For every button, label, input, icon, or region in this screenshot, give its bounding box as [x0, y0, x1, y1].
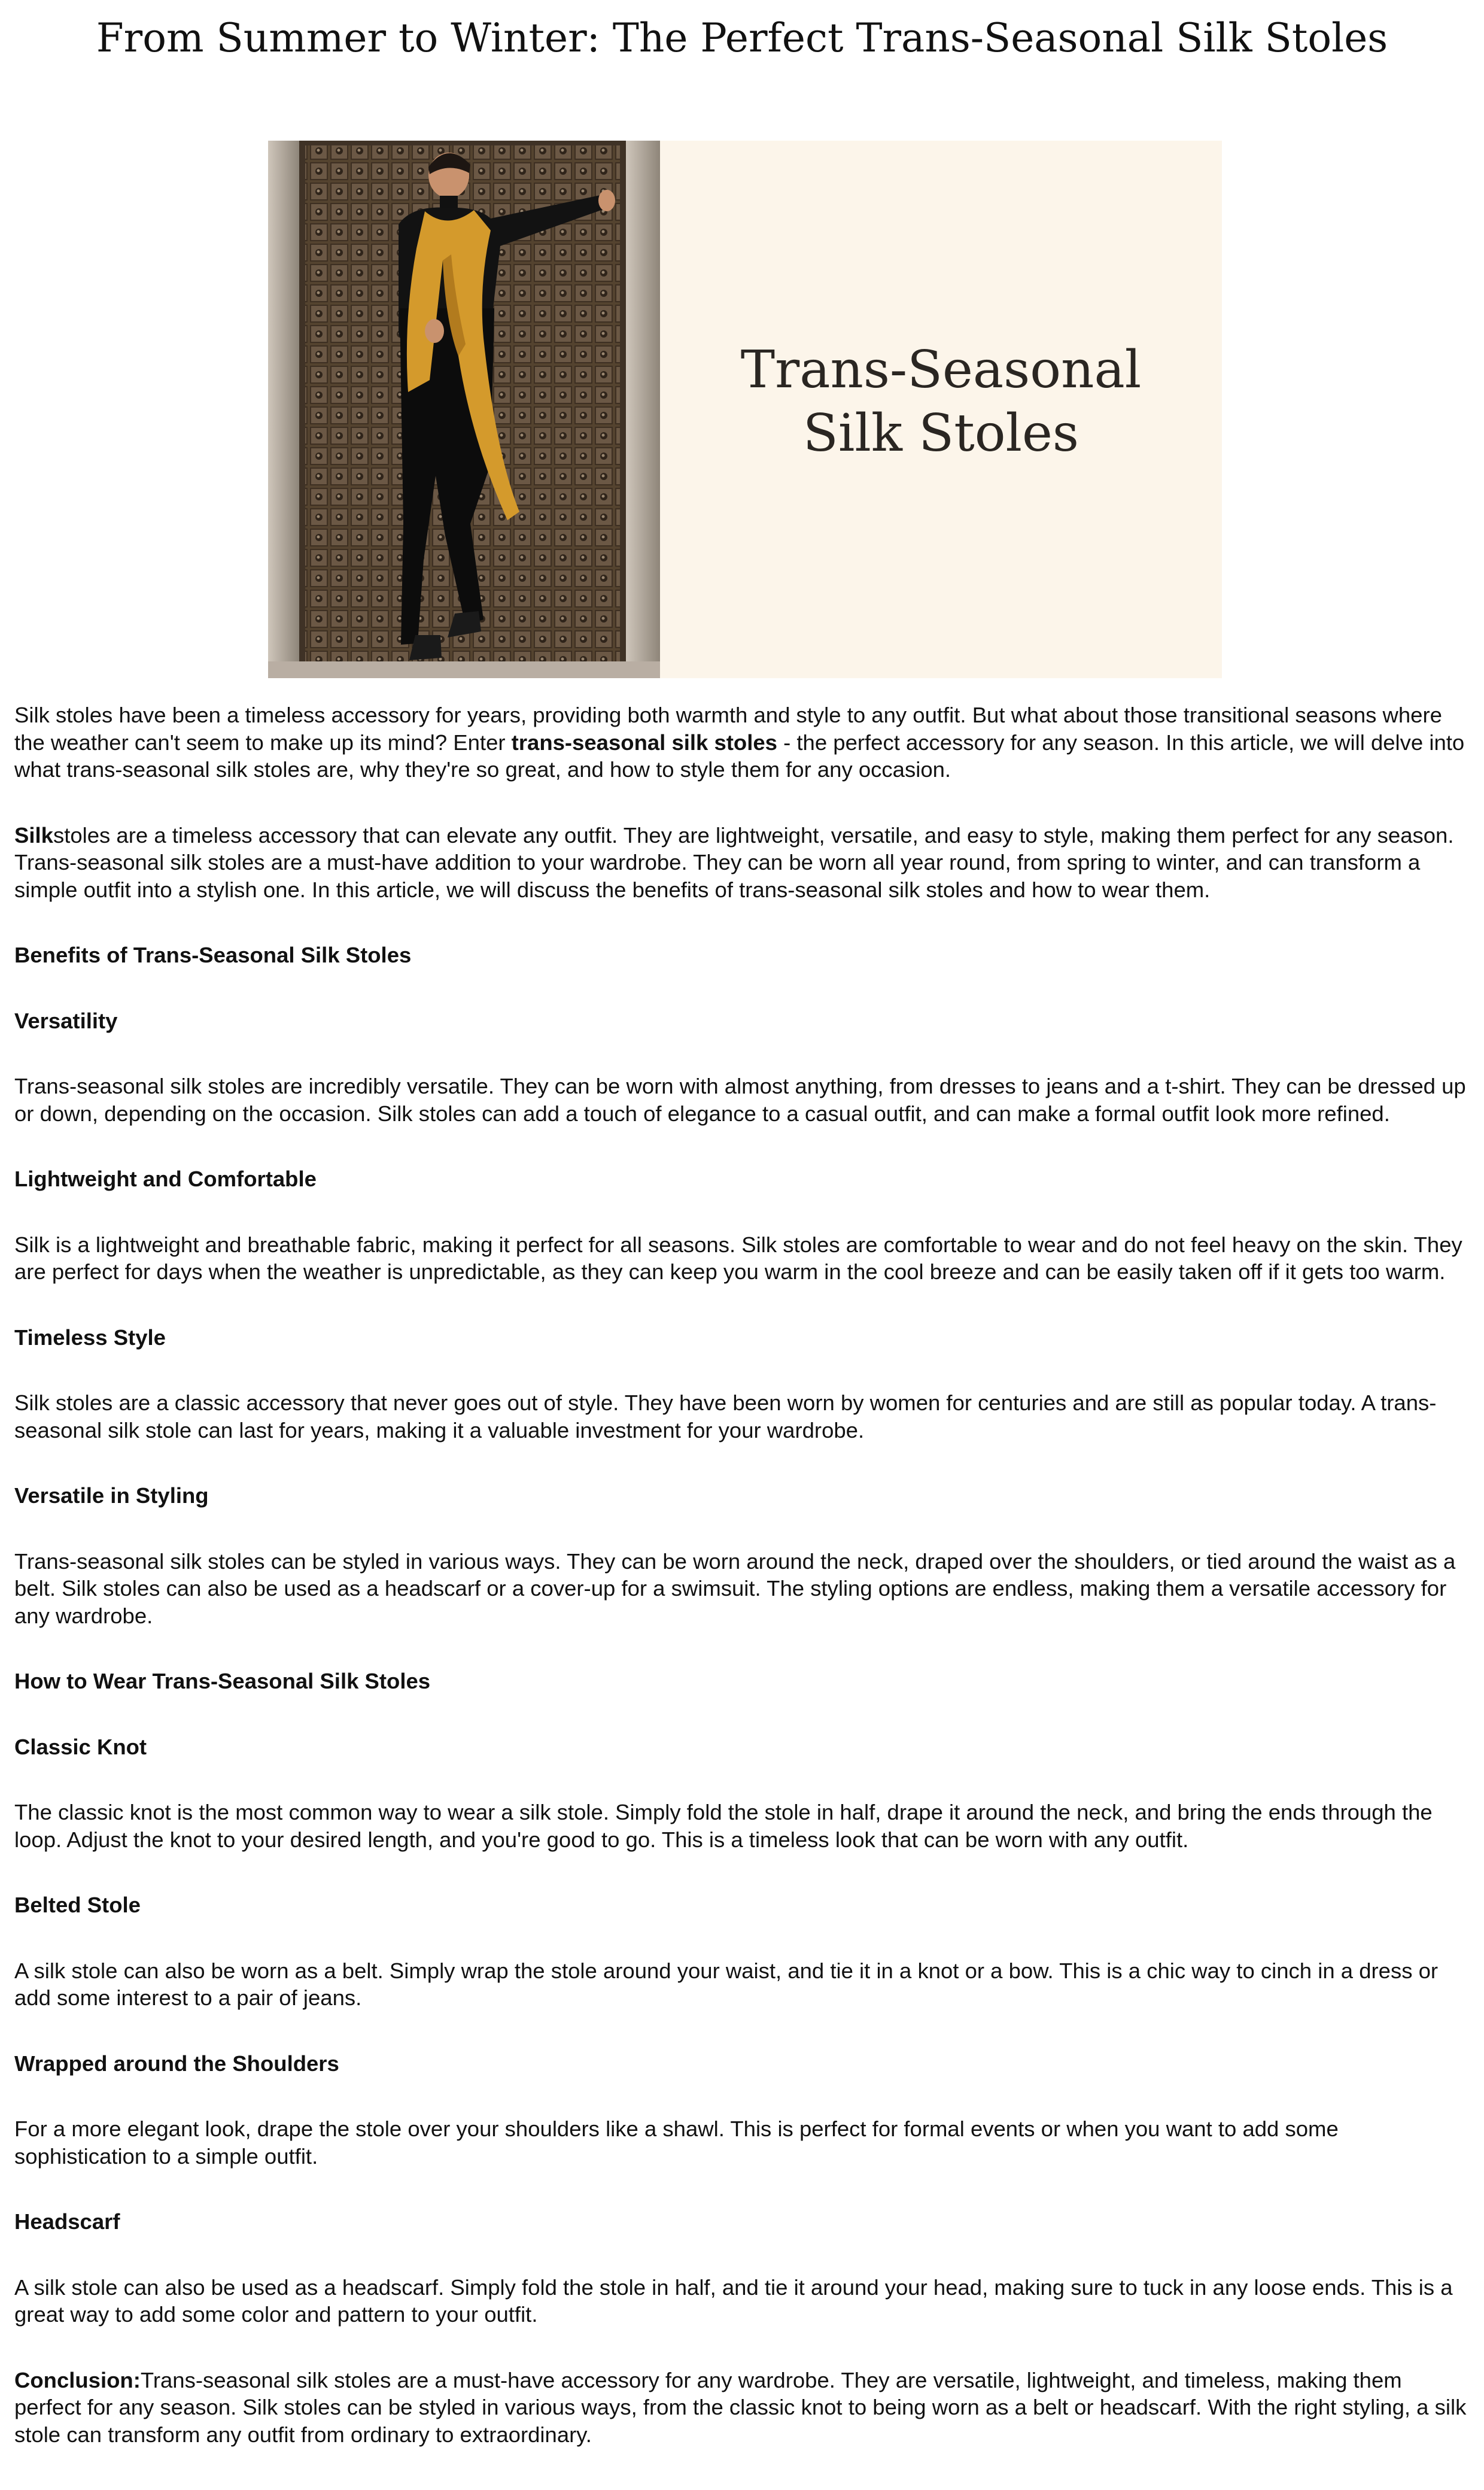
hero-banner-text: Trans-Seasonal Silk Stoles	[740, 340, 1142, 463]
benefit-text: Trans-seasonal silk stoles are incredibly versatile. They can be worn with almost anything, from dresses to jeans and a t-shirt. They can be dressed up or down, depending on the occasion. Silk stoles can add a touch of elegance to a casual outfit, and can make a formal outfit look more refined.	[14, 1074, 1466, 1126]
style-text: A silk stole can also be worn as a belt. Simply wrap the stole around your waist, and tie it in a knot or a bow. This is a chic way to cinch in a dress or add some interest to a pair of jeans.	[14, 1958, 1439, 2010]
article-title: From Summer to Winter: The Perfect Trans-Seasonal Silk Stoles	[96, 15, 1388, 61]
article-body	[14, 702, 1474, 2448]
model-photo	[268, 141, 660, 678]
style-text: The classic knot is the most common way to wear a silk stole. Simply fold the stole in half, drape it around the neck, and bring the ends through the loop. Adjust the knot to your desired length, and you're good to go. This is a timeless look that can be worn with any outfit.	[14, 1800, 1433, 1852]
style-text: A silk stole can also be used as a headscarf. Simply fold the stole in half, and tie it around your head, making sure to tuck in any loose ends. This is a great way to add some color and pattern to your outfit.	[14, 2275, 1453, 2327]
conclusion-text: Trans-seasonal silk stoles are a must-have accessory for any wardrobe. They are versatile, lightweight, and timeless, making them perfect for any season. Silk stoles can be styled in various ways, from the classic knot to being worn as a belt or headscarf. With the right styling, a silk stole can transform any outfit from ordinary to extraordinary.	[14, 2367, 1467, 2447]
benefit-text: Trans-seasonal silk stoles can be styled in various ways. They can be worn around the neck, draped over the shoulders, or tied around the waist as a belt. Silk stoles can also be used as a headscarf or a cover-up for a swimsuit. The styling options are endless, making them a versatile accessory for any wardrobe.	[14, 1548, 1456, 1628]
overview-paragraph	[14, 822, 1474, 904]
door-illustration	[268, 141, 660, 678]
intro-paragraph	[14, 702, 1474, 784]
intro-text-before: Silk stoles have been a timeless accessory for years, providing both warmth and style to any outfit. But what about those transitional seasons where the weather can't seem to make up its mind? Enter	[14, 703, 1442, 755]
benefit-heading: Versatile in Styling	[14, 1483, 209, 1508]
conclusion-label: Conclusion:	[14, 2367, 141, 2392]
style-heading: Belted Stole	[14, 1893, 141, 1917]
hero-banner	[660, 141, 1222, 678]
howto-heading: How to Wear Trans-Seasonal Silk Stoles	[14, 1669, 431, 1693]
style-text: For a more elegant look, drape the stole over your shoulders like a shawl. This is perfect for formal events or when you want to add some sophistication to a simple outfit.	[14, 2116, 1339, 2169]
benefits-heading: Benefits of Trans-Seasonal Silk Stoles	[14, 943, 412, 967]
style-heading: Headscarf	[14, 2209, 120, 2234]
overview-text: stoles are a timeless accessory that can elevate any outfit. They are lightweight, versatile, and easy to style, making them perfect for any season. Trans-seasonal silk stoles are a must-have addition to your wardrobe. They can be worn all year round, from spring to winter, and can transform a simple outfit into a stylish one. In this article, we will discuss the benefits of trans-seasonal silk stoles and how to wear them.	[14, 822, 1454, 902]
overview-keyword: Silk	[14, 822, 53, 848]
style-heading: Wrapped around the Shoulders	[14, 2051, 339, 2076]
style-heading: Classic Knot	[14, 1734, 147, 1759]
intro-text-after: - the perfect accessory for any season. In this article, we will delve into what trans-seasonal silk stoles are, why they're so great, and how to style them for any occasion.	[14, 730, 1465, 782]
benefit-text: Silk is a lightweight and breathable fabric, making it perfect for all seasons. Silk stoles are comfortable to wear and do not feel heavy on the skin. They are perfect for days when the weather is unpredictable, as they can keep you warm in the cool breeze and can be easily taken off if it gets too warm.	[14, 1232, 1462, 1284]
benefit-heading: Versatility	[14, 1008, 118, 1033]
benefit-text: Silk stoles are a classic accessory that never goes out of style. They have been worn by women for centuries and are still as popular today. A trans-seasonal silk stole can last for years, making it a valuable investment for your wardrobe.	[14, 1390, 1437, 1443]
hero-image	[268, 141, 1222, 678]
intro-keyword: trans-seasonal silk stoles	[511, 730, 777, 755]
conclusion-paragraph	[14, 2367, 1474, 2449]
benefit-heading: Timeless Style	[14, 1325, 166, 1350]
benefit-heading: Lightweight and Comfortable	[14, 1167, 317, 1191]
